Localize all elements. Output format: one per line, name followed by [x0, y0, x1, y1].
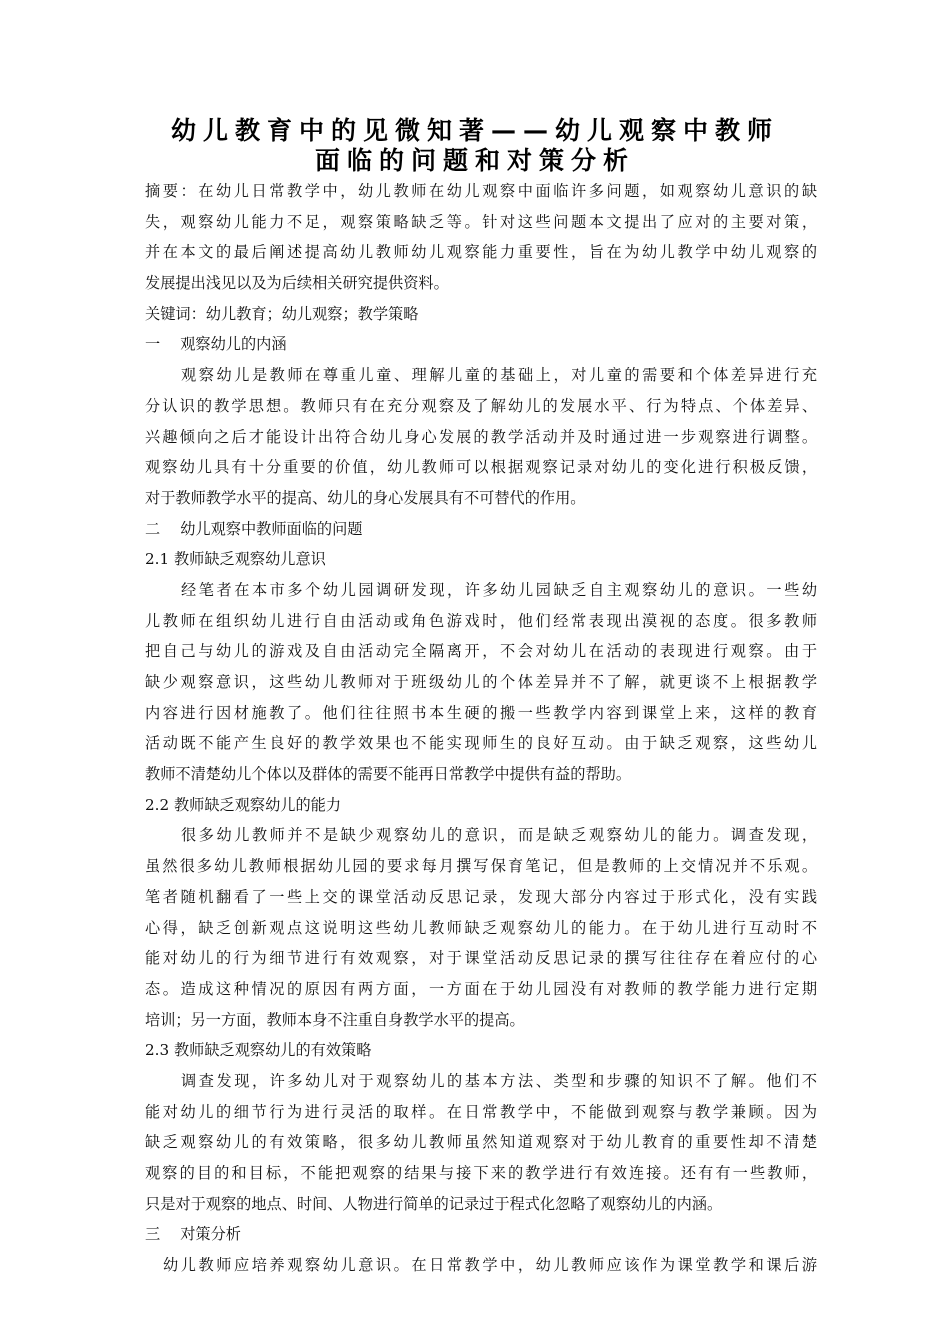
paragraph-line: 经笔者在本市多个幼儿园调研发现，许多幼儿园缺乏自主观察幼儿的意识。一些幼 [181, 580, 817, 599]
subsection-heading: 2.1 教师缺乏观察幼儿意识 [145, 550, 326, 569]
paragraph-line: 对于教师教学水平的提高、幼儿的身心发展具有不可替代的作用。 [145, 488, 586, 507]
paragraph-line: 态。造成这种情况的原因有两方面，一方面在于幼儿园没有对教师的教学能力进行定期 [145, 979, 817, 998]
paragraph-line: 调查发现，许多幼儿对于观察幼儿的基本方法、类型和步骤的知识不了解。他们不 [181, 1071, 817, 1090]
paragraph-line: 教师不清楚幼儿个体以及群体的需要不能再日常教学中提供有益的帮助。 [145, 765, 631, 784]
abstract-line: 并在本文的最后阐述提高幼儿教师幼儿观察能力重要性，旨在为幼儿教学中幼儿观察的 [145, 243, 817, 262]
paragraph-line: 培训；另一方面，教师本身不注重自身教学水平的提高。 [145, 1010, 525, 1029]
section-heading-1 [145, 329, 817, 360]
paragraph-line: 幼儿教师应培养观察幼儿意识。在日常教学中，幼儿教师应该作为课堂教学和课后游 [163, 1256, 817, 1275]
document-title-line-2: 面临的问题和对策分析 [314, 146, 635, 175]
section-title: 对策分析 [180, 1225, 241, 1244]
paragraph-line: 很多幼儿教师并不是缺少观察幼儿的意识，而是缺乏观察幼儿的能力。调查发现， [181, 826, 817, 845]
paragraph-line: 观察幼儿是教师在尊重儿童、理解儿童的基础上，对儿童的需要和个体差异进行充 [181, 366, 817, 385]
section-title: 幼儿观察中教师面临的问题 [180, 519, 363, 538]
section-title: 观察幼儿的内涵 [180, 335, 287, 354]
paragraph-line: 能对幼儿的细节行为进行灵活的取样。在日常教学中，不能做到观察与教学兼顾。因为 [145, 1102, 817, 1121]
keywords-line: 关键词：幼儿教育；幼儿观察；教学策略 [145, 304, 419, 323]
section-number: 一 [145, 335, 161, 354]
paragraph-line: 把自己与幼儿的游戏及自由活动完全隔离开，不会对幼儿在活动的表现进行观察。由于 [145, 642, 817, 661]
section-number: 二 [145, 519, 161, 538]
abstract-line: 发展提出浅见以及为后续相关研究提供资料。 [145, 274, 449, 293]
paragraph-line: 能对幼儿的行为细节进行有效观察，对于课堂活动反思记录的撰写往往存在着应付的心 [145, 949, 817, 968]
paragraph-line: 分认识的教学思想。教师只有在充分观察及了解幼儿的发展水平、行为特点、个体差异、 [145, 396, 817, 415]
abstract-line: 失，观察幼儿能力不足，观察策略缺乏等。针对这些问题本文提出了应对的主要对策， [145, 212, 817, 231]
section-heading-2 [145, 514, 817, 545]
document-title-line-1: 幼儿教育中的见微知著——幼儿观察中教师 [170, 116, 779, 145]
paragraph-line: 缺少观察意识，这些幼儿教师对于班级幼儿的个体差异并不了解，就更谈不上根据教学 [145, 673, 817, 691]
paragraph-line: 儿教师在组织幼儿进行自由活动或角色游戏时，他们经常表现出漠视的态度。很多教师 [145, 611, 817, 630]
paragraph-line: 虽然很多幼儿教师根据幼儿园的要求每月撰写保育笔记，但是教师的上交情况并不乐观。 [145, 857, 817, 876]
paragraph-line: 内容进行因材施教了。他们往往照书本生硬的搬一些教学内容到课堂上来，这样的教育 [145, 703, 817, 722]
paragraph-line: 活动既不能产生良好的教学效果也不能实现师生的良好互动。由于缺乏观察，这些幼儿 [145, 734, 817, 753]
subsection-heading: 2.2 教师缺乏观察幼儿的能力 [145, 795, 342, 814]
subsection-heading: 2.3 教师缺乏观察幼儿的有效策略 [145, 1041, 372, 1060]
section-number: 三 [145, 1225, 161, 1244]
section-heading-3 [145, 1219, 817, 1250]
document-body [145, 176, 817, 1281]
paragraph-line: 兴趣倾向之后才能设计出符合幼儿身心发展的教学活动并及时通过进一步观察进行调整。 [145, 427, 817, 446]
paragraph-line: 缺乏观察幼儿的有效策略，很多幼儿教师虽然知道观察对于幼儿教育的重要性却不清楚 [145, 1133, 817, 1152]
abstract-line: 摘要：在幼儿日常教学中，幼儿教师在幼儿观察中面临许多问题，如观察幼儿意识的缺 [145, 182, 817, 200]
paragraph-line: 观察的目的和目标，不能把观察的结果与接下来的教学进行有效连接。还有有一些教师， [145, 1164, 817, 1182]
paragraph-line: 心得，缺乏创新观点这说明这些幼儿教师缺乏观察幼儿的能力。在于幼儿进行互动时不 [145, 918, 817, 937]
paragraph-line: 笔者随机翻看了一些上交的课堂活动反思记录，发现大部分内容过于形式化，没有实践 [145, 887, 817, 906]
paragraph-line: 只是对于观察的地点、时间、人物进行简单的记录过于程式化忽略了观察幼儿的内涵。 [145, 1194, 723, 1213]
paragraph-line: 观察幼儿具有十分重要的价值，幼儿教师可以根据观察记录对幼儿的变化进行积极反馈， [145, 458, 817, 477]
